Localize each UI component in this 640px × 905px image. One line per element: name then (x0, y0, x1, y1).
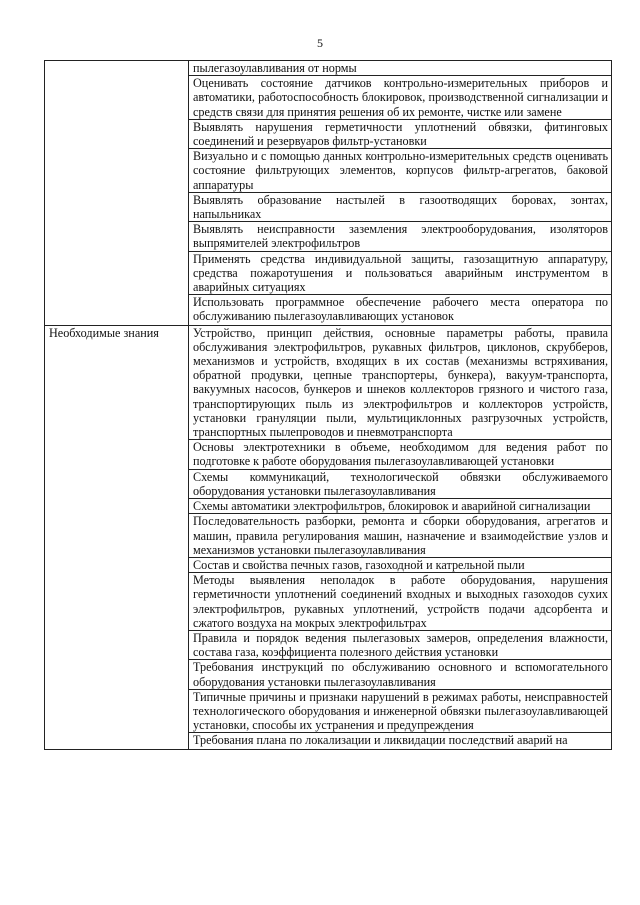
list-item: Требования плана по локализации и ликвидации последствий аварий на (189, 732, 611, 747)
list-item: Выявлять нарушения герметичности уплотнений обвязки, фитинговых соединений и резервуаров фильтр-установки (189, 119, 611, 148)
list-item: Состав и свойства печных газов, газоходной и катрельной пыли (189, 557, 611, 572)
row-items (189, 61, 612, 326)
list-item: Визуально и с помощью данных контрольно-измерительных средств оценивать состояние фильтрующих элементов, корпусов фильтр-агрегатов, баковой аппаратуры (189, 148, 611, 192)
list-item: Выявлять неисправности заземления электрооборудования, изоляторов выпрямителей электрофильтров (189, 221, 611, 250)
list-item: Использовать программное обеспечение рабочего места оператора по обслуживанию пылегазоулавливающих установок (189, 294, 611, 323)
list-item: Правила и порядок ведения пылегазовых замеров, определения влажности, состава газа, коэффициента полезного действия установки (189, 630, 611, 659)
list-item: Схемы коммуникаций, технологической обвязки обслуживаемого оборудования установки пылегазоулавливания (189, 469, 611, 498)
list-item: Требования инструкций по обслуживанию основного и вспомогательного оборудования установки пылегазоулавливания (189, 659, 611, 688)
table-row (45, 325, 612, 749)
requirements-table (44, 60, 612, 750)
page-number: 5 (317, 36, 323, 50)
list-item: Устройство, принцип действия, основные параметры работы, правила обслуживания электрофильтров, рукавных фильтров, циклонов, скрубберов, механизмов и устройств, входящих в их состав (механизмы встряхивания, обратной продувки, цепные транспортеры, бункера), вакуум-транспорта, вакуумных насосов, бункеров и шнеков коллекторов грязного и чистого газа, транспортирующих пыль из электрофильтров и коллекторов устройств, установки грануляции пыли, мультициклонных разгрузочных устройств, транспортных пылепроводов и пневмотранспорта (193, 325, 608, 440)
list-item: Схемы автоматики электрофильтров, блокировок и аварийной сигнализации (189, 498, 611, 513)
list-item: пылегазоулавливания от нормы (193, 61, 357, 75)
list-item: Основы электротехники в объеме, необходимом для ведения работ по подготовке к работе оборудования пылегазоулавливающей установки (189, 439, 611, 468)
list-item: Выявлять образование настылей в газоотводящих боровах, зонтах, напыльниках (189, 192, 611, 221)
table-row (45, 61, 612, 326)
list-item: Применять средства индивидуальной защиты, газозащитную аппаратуру, средства пожаротушения и пользоваться аварийным инструментом в аварийных ситуациях (189, 251, 611, 295)
row-items (189, 325, 612, 749)
row-label (45, 61, 189, 326)
list-item: Последовательность разборки, ремонта и сборки оборудования, агрегатов и машин, правила регулирования машин, назначение и взаимодействие узлов и механизмов установки пылегазоулавливания (189, 513, 611, 557)
list-item: Типичные причины и признаки нарушений в режимах работы, неисправностей технологического оборудования и инженерной обвязки пылегазоулавливающей установки, способы их устранения и предупреждения (189, 689, 611, 733)
list-item: Методы выявления неполадок в работе оборудования, нарушения герметичности уплотнений соединений входных и выходных газоходов сухих электрофильтров, рукавных уплотнений, устройств подачи адсорбента и сжатого воздуха на мокрых электрофильтрах (189, 572, 611, 630)
list-item: Оценивать состояние датчиков контрольно-измерительных приборов и автоматики, работоспособность блокировок, производственной сигнализации и средств связи для принятия решения об их ремонте, чистке или замене (189, 75, 611, 119)
row-label: Необходимые знания (45, 325, 189, 749)
